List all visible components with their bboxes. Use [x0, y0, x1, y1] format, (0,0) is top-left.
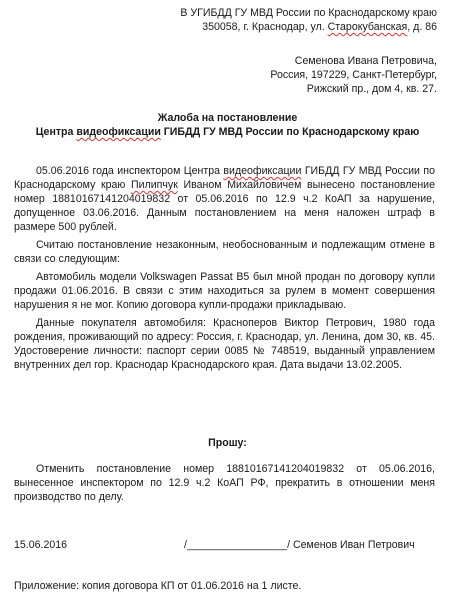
request-heading: Прошу:	[208, 437, 247, 449]
p1-word-videofixation: видеофиксации	[223, 165, 302, 177]
title-line-2	[0, 125, 455, 139]
sender-line-1: Семенова Ивана Петровича,	[294, 55, 437, 67]
recipient-line-2	[0, 20, 437, 34]
document-title	[0, 111, 455, 139]
title-word-videofixation: видеофиксации	[76, 126, 161, 138]
complaint-body	[14, 164, 435, 376]
request-text: Отменить постановление номер 18810167141204019832 от 05.06.2016, вынесенное инспектором по 12.9 ч.2 КоАП РФ, прекратить в отношении меня производство по делу.	[14, 463, 435, 503]
paragraph-3: Автомобиль модели Volkswagen Passat B5 был мной продан по договору купли продажи 01.06.2016. В связи с этим находиться за рулем в момент совершения нарушения я не мог. Копию договора купли-продажи прикладываю.	[14, 271, 435, 311]
p1-part-c: ГИБДД ГУ МВД России по Краснодарскому краю	[14, 165, 435, 191]
p1-part-e: Иваном Михайловичем вынесено постановление номер 18810167141204019832 от 05.06.2016 по 12.9 ч.2 КоАП за нарушение, допущенное 03.06.2016. Данным постановлением на меня наложен штраф в размере 500 рублей.	[14, 179, 435, 233]
paragraph-1	[14, 164, 435, 234]
title-line-2-prefix: Центра	[35, 126, 77, 138]
sender-line-2: Россия, 197229, Санкт-Петербург,	[270, 69, 437, 81]
title-line-2-suffix: ГИБДД ГУ МВД России по Краснодарскому краю	[160, 126, 420, 138]
request-block	[14, 462, 435, 508]
recipient-line-2-prefix: 350058, г. Краснодар, ул.	[202, 21, 328, 33]
recipient-line-1: В УГИБДД ГУ МВД России по Краснодарскому краю	[180, 7, 437, 19]
recipient-block	[0, 6, 437, 34]
recipient-street: Старокубанская	[327, 21, 408, 33]
p1-part-a: 05.06.2016 года инспектором Центра	[36, 165, 224, 177]
p1-inspector-surname: Пилипчук	[131, 179, 178, 191]
sender-block	[0, 54, 437, 96]
sender-line-3: Рижский пр., дом 4, кв. 27.	[306, 83, 437, 95]
recipient-line-2-suffix: , д. 86	[407, 21, 437, 33]
paragraph-4: Данные покупателя автомобиля: Красноперов Виктор Петрович, 1980 года рождения, проживающий по адресу: Россия, г. Краснодар, ул. Ленина, дом 30, кв. 45. Удостоверение личности: паспорт серии 0085 № 748519, выданный управлением внутренних дел гор. Краснодар Краснодарского края. Дата выдачи 13.02.2005.	[14, 317, 435, 371]
attachment-note: Приложение: копия договора КП от 01.06.2016 на 1 листе.	[14, 580, 302, 592]
paragraph-2: Считаю постановление незаконным, необоснованным и подлежащим отмене в связи со следующим:	[14, 239, 435, 265]
title-line-1: Жалоба на постановление	[157, 112, 298, 124]
signature-line: /_________________/ Семенов Иван Петрович	[184, 539, 415, 551]
signature-date: 15.06.2016	[14, 539, 68, 551]
